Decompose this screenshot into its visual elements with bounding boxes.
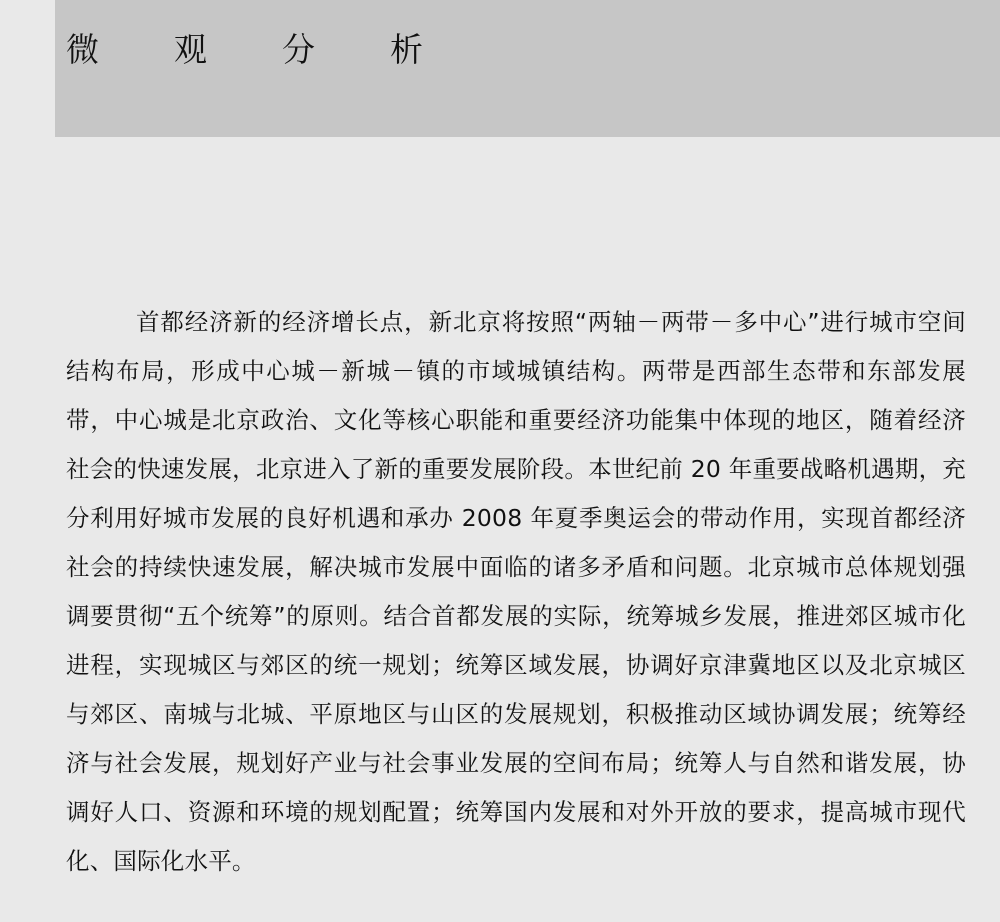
page-title-char: 析 bbox=[390, 30, 423, 69]
page-title-char: 分 bbox=[282, 30, 315, 69]
page-title-char: 观 bbox=[174, 30, 207, 69]
article-paragraph: 首都经济新的经济增长点，新北京将按照“两轴－两带－多中心”进行城市空间结构布局，形成中心城－新城－镇的市域城镇结构。两带是西部生态带和东部发展带，中心城是北京政治、文化等核心职能和重要经济功能集中体现的地区，随着经济社会的快速发展，北京进入了新的重要发展阶段。本世纪前 20 年重要战略机遇期，充分利用好城市发展的良好机遇和承办 2008 年夏季奥运会的带动作用，实现首都经济社会的持续快速发展，解决城市发展中面临的诸多矛盾和问题。北京城市总体规划强调要贯彻“五个统筹”的原则。结合首都发展的实际，统筹城乡发展，推进郊区城市化进程，实现城区与郊区的统一规划；统筹区域发展，协调好京津冀地区以及北京城区与郊区、南城与北城、平原地区与山区的发展规划，积极推动区域协调发展；统筹经济与社会发展，规划好产业与社会事业发展的空间布局；统筹人与自然和谐发展，协调好人口、资源和环境的规划配置；统筹国内发展和对外开放的要求，提高城市现代化、国际化水平。 bbox=[66, 308, 966, 875]
page-title-char: 微 bbox=[66, 30, 99, 69]
page-title bbox=[66, 26, 498, 74]
